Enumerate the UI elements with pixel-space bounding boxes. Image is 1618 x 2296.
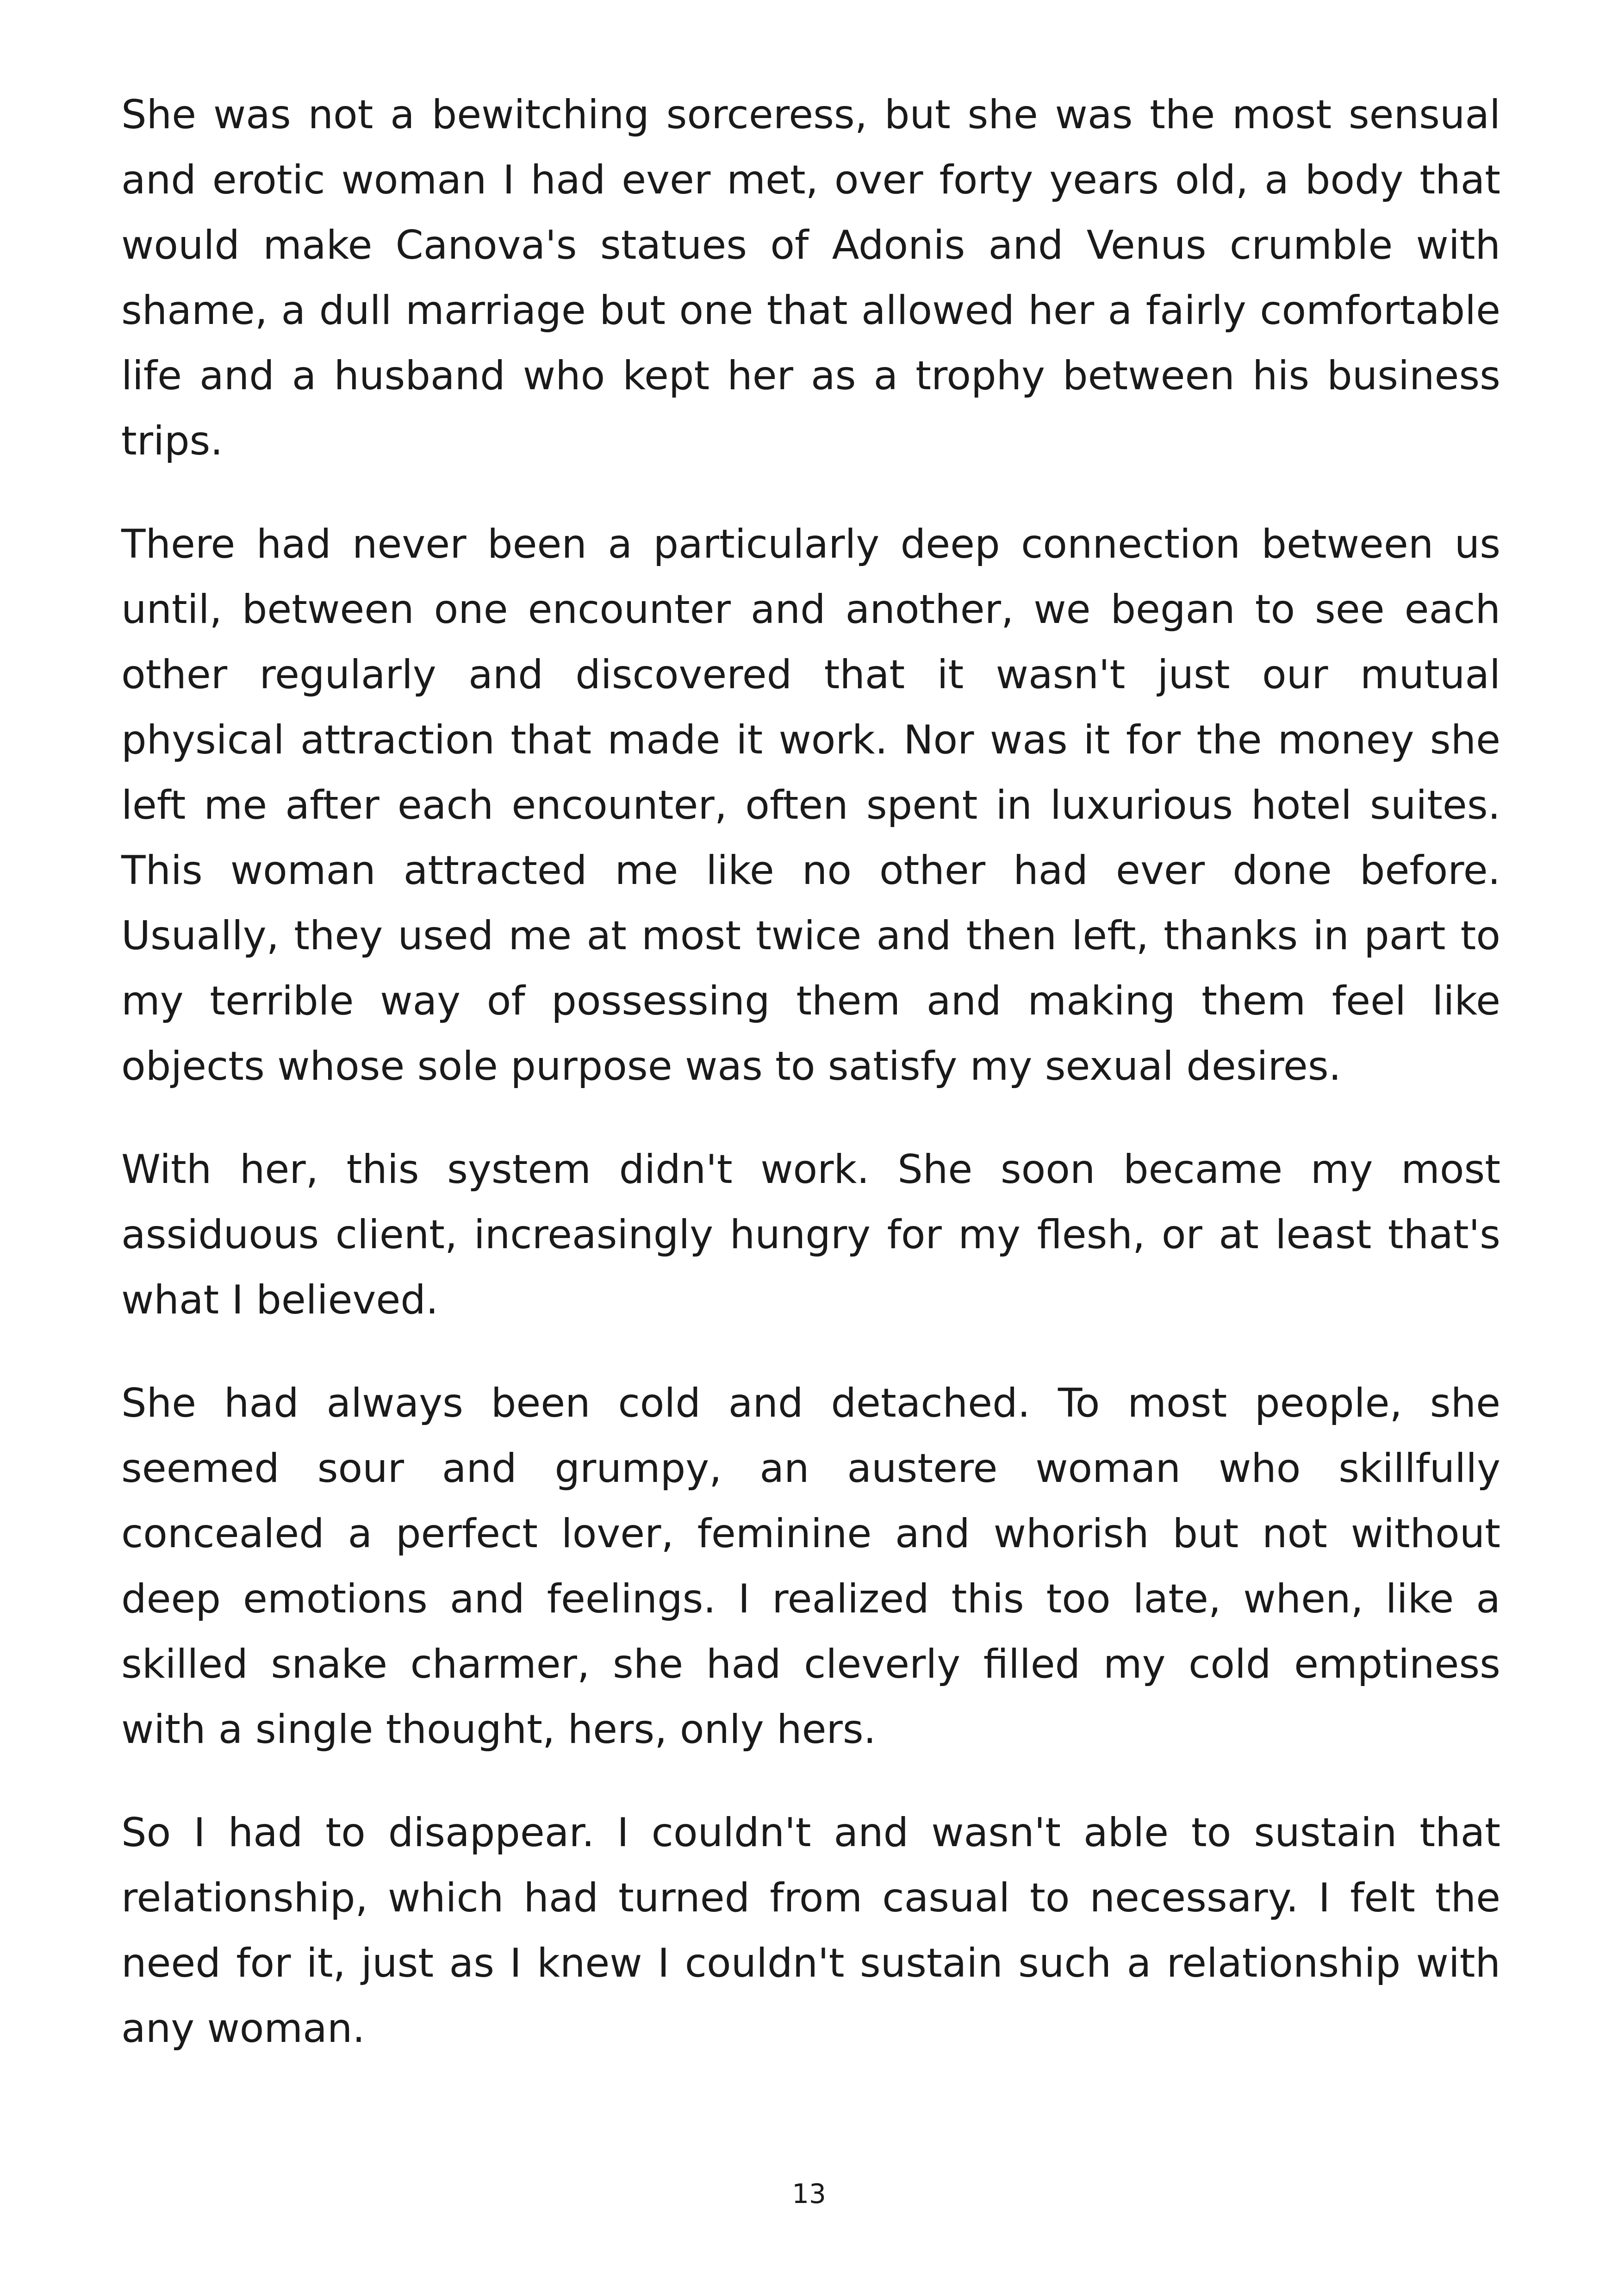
paragraph-4: She had always been cold and detached. To most people, she seemed sour and grumpy, an austere woman who skillfully concealed a perfect lover, feminine and whorish but not without deep emotions and feelings. I realized this too late, when, like a skilled snake charmer, she had cleverly filled my cold emptiness with a single thought, hers, only hers. <box>121 1380 1500 1753</box>
paragraph-2: There had never been a particularly deep connection between us until, between one encounter and another, we began to see each other regularly and discovered that it wasn't just our mutual physical attraction that made it work. Nor was it for the money she left me after each encounter, often spent in luxurious hotel suites. This woman attracted me like no other had ever done before. Usually, they used me at most twice and then left, thanks in part to my terrible way of possessing them and making them feel like objects whose sole purpose was to satisfy my sexual desires. <box>121 521 1500 1089</box>
body-text <box>121 82 1500 2099</box>
paragraph-5: So I had to disappear. I couldn't and wasn't able to sustain that relationship, which had turned from casual to necessary. I felt the need for it, just as I knew I couldn't sustain such a relationship with any woman. <box>121 1810 1500 2052</box>
page-number: 13 <box>792 2178 826 2209</box>
paragraph-3: With her, this system didn't work. She soon became my most assiduous client, increasingly hungry for my flesh, or at least that's what I believed. <box>121 1146 1500 1323</box>
paragraph-1: She was not a bewitching sorceress, but she was the most sensual and erotic woman I had ever met, over forty years old, a body that would make Canova's statues of Adonis and Venus crumble with shame, a dull marriage but one that allowed her a fairly comfortable life and a husband who kept her as a trophy between his business trips. <box>121 92 1500 464</box>
